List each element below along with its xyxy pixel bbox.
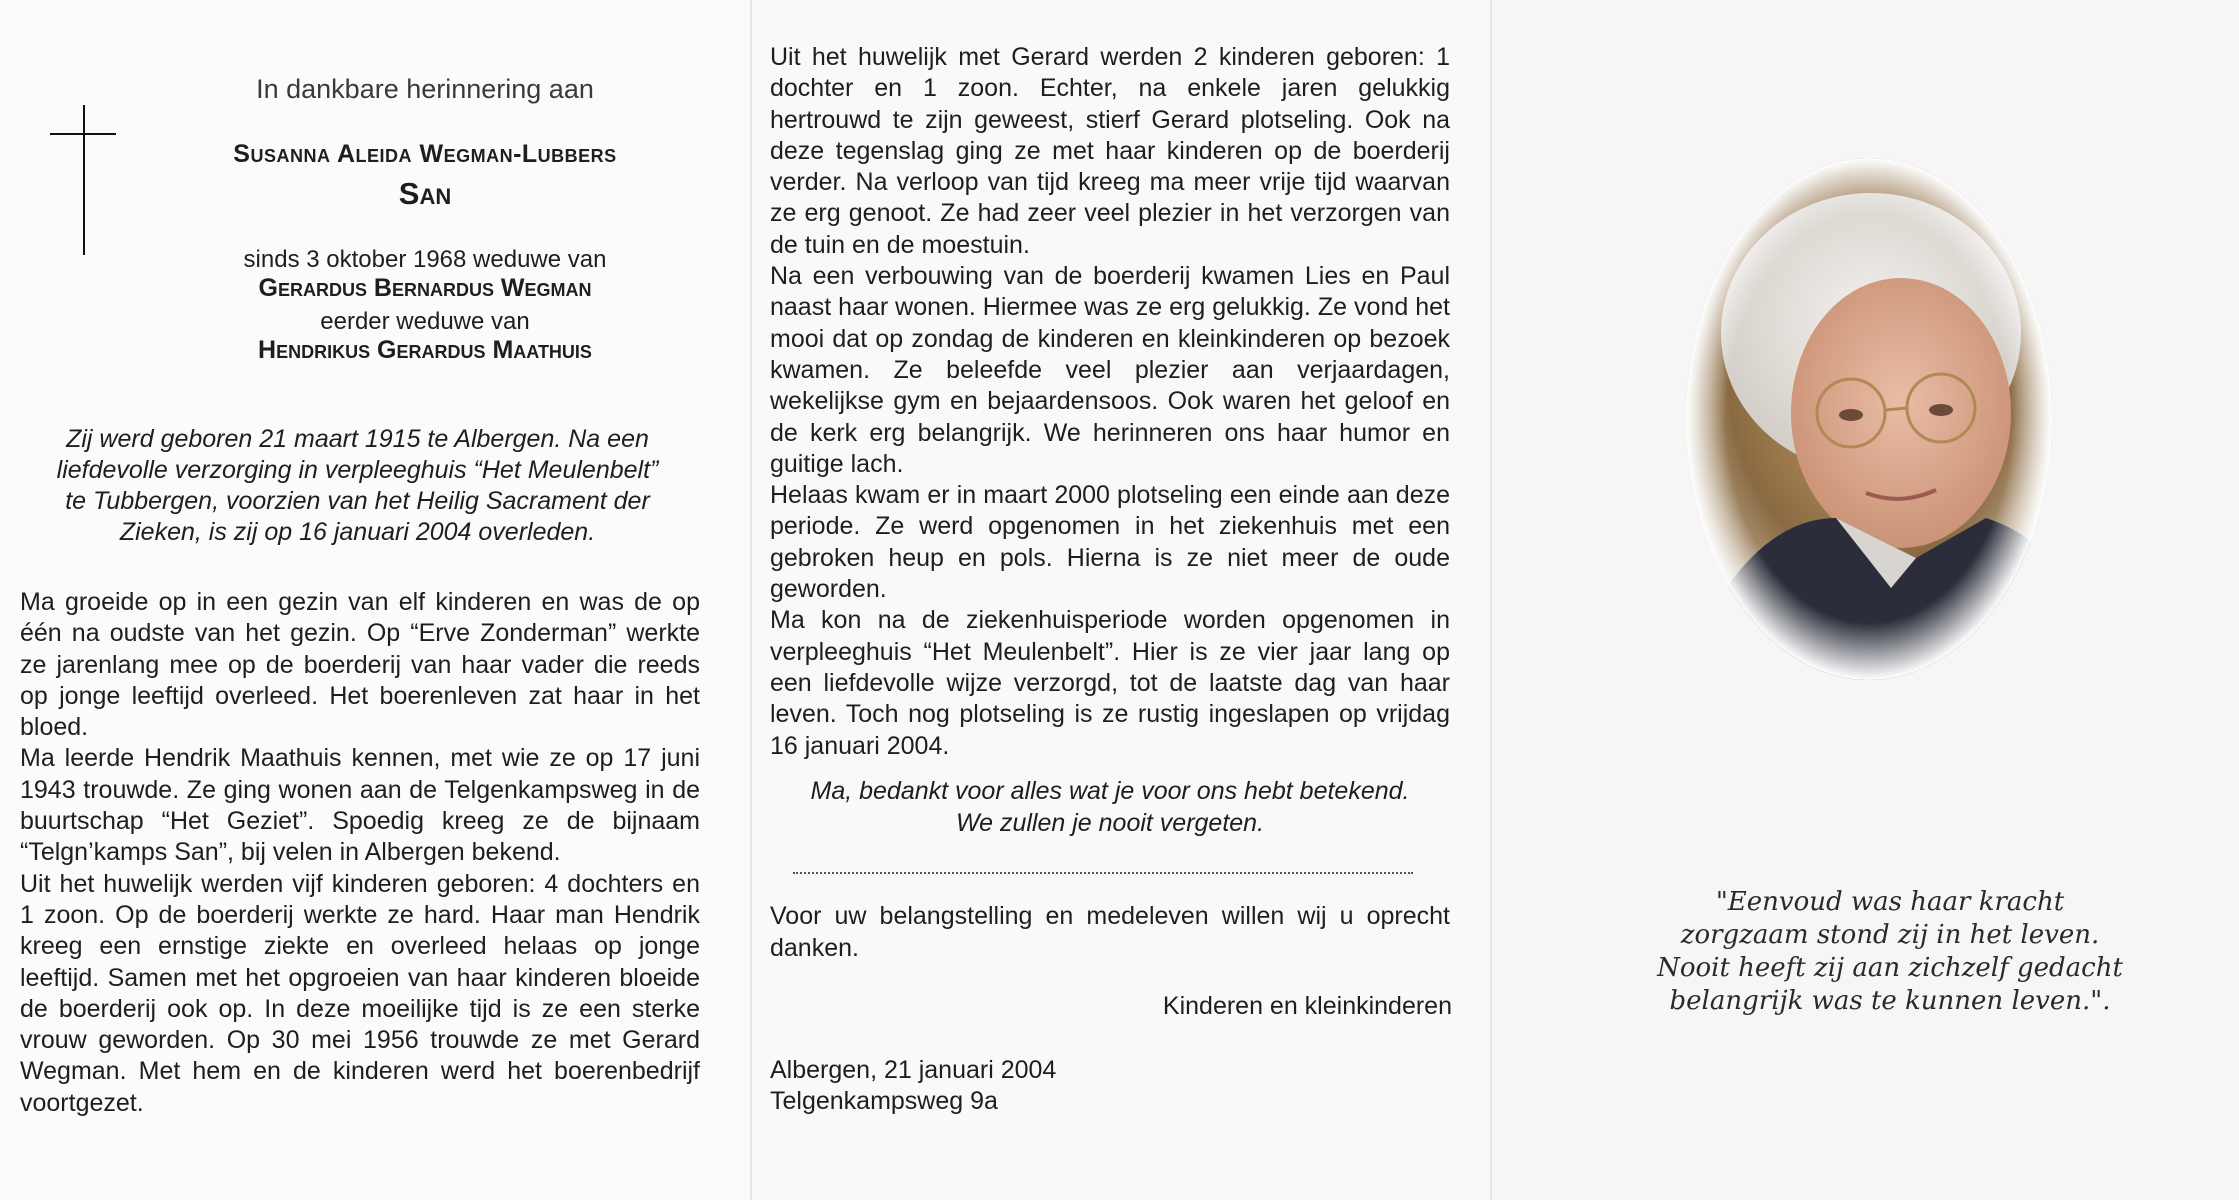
bio-paragraph: Na een verbouwing van de boerderij kwamen Lies en Paul naast haar wonen. Hiermee was ze erg gelukkig. Ze vond het mooi dat op zondag de kinderen en kleinkinderen op bezoek kwamen. Ze beleefde veel plezier aan verjaardagen, wekelijkse gym en bejaardensoos. Ook waren het geloof en de kerk erg belangrijk. We herinneren ons haar humor en guitige lach. <box>770 262 1450 478</box>
farewell-line: We zullen je nooit vergeten. <box>955 809 1265 837</box>
deceased-name: Susanna Aleida Wegman-Lubbers <box>233 140 617 168</box>
memorial-quote <box>1600 886 2180 1018</box>
bio-paragraph: Ma kon na de ziekenhuisperiode worden opgenomen in verpleeghuis “Het Meulenbelt”. Hier is ze vier jaar lang op een liefdevolle wijze verzorgd, tot de laatste dag van haar leven. Toch nog plotseling is ze rustig ingeslapen op vrijdag 16 januari 2004. <box>770 606 1450 760</box>
portrait-photo <box>1686 158 2052 680</box>
statement-line: Zij werd geboren 21 maart 1915 te Albergen. Na een <box>66 425 649 453</box>
bio-paragraph: Helaas kwam er in maart 2000 plotseling een einde aan deze periode. Ze werd opgenomen in het ziekenhuis met een gebroken heup en pols. Hierna is ze niet meer de oude geworden. <box>770 481 1450 604</box>
birth-death-statement <box>20 424 695 548</box>
farewell-line: Ma, bedankt voor alles wat je voor ons hebt betekend. <box>810 777 1410 805</box>
farewell-message <box>770 775 1450 839</box>
fold-line <box>1490 0 1492 1200</box>
biography-part-1 <box>20 587 700 1119</box>
bio-paragraph: Uit het huwelijk met Gerard werden 2 kinderen geboren: 1 dochter en 1 zoon. Echter, na enkele jaren gelukkig hertrouwd te zijn geweest, stierf Gerard plotseling. Ook na deze tegenslag ging ze met haar kinderen op de boerderij verder. Na verloop van tijd kreeg ma meer vrije tijd waarvan ze erg genoot. Ze had zeer veel plezier in het verzorgen van de tuin en de moestuin. <box>770 43 1450 259</box>
quote-line: Nooit heeft zij aan zichzelf gedacht <box>1657 953 2123 983</box>
statement-line: Zieken, is zij op 16 januari 2004 overleden. <box>119 518 596 546</box>
bio-paragraph: Ma leerde Hendrik Maathuis kennen, met wie ze op 17 juni 1943 trouwde. Ze ging wonen aan de Telgenkampsweg in de buurtschap “Het Geziet”. Spoedig kreeg ze de bijnaam “Telgn’kamps San”, bij velen in Albergen bekend. <box>20 744 700 867</box>
place-date: Albergen, 21 januari 2004 <box>770 1056 1057 1084</box>
intro-text: In dankbare herinnering aan <box>256 74 594 104</box>
fold-line <box>750 0 752 1200</box>
quote-line: belangrijk was te kunnen leven.". <box>1669 986 2111 1016</box>
bio-paragraph: Uit het huwelijk werden vijf kinderen geboren: 4 dochters en 1 zoon. Op de boerderij werkte ze hard. Haar man Hendrik kreeg een ernstige ziekte en overleed helaas op jonge leeftijd. Samen met het opgroeien van haar kinderen bloeide de boerderij ook op. In deze moeilijke tijd is ze een sterke vrouw geworden. Op 30 mei 1956 trouwde ze met Gerard Wegman. Met hem en de kinderen werd het boerenbedrijf voortgezet. <box>20 869 700 1117</box>
bio-paragraph: Ma groeide op in een gezin van elf kinderen en was de op één na oudste van het gezin. Op “Erve Zonderman” werkte ze jarenlang mee op de boerderij van haar vader die reeds op jonge leeftijd overleed. Het boerenleven zat haar in het bloed. <box>20 588 700 742</box>
quote-line: "Eenvoud was haar kracht <box>1715 887 2065 917</box>
statement-line: te Tubbergen, voorzien van het Heilig Sacrament der <box>65 487 650 515</box>
signature: Kinderen en kleinkinderen <box>1162 992 1452 1020</box>
earlier-widow: eerder weduwe van <box>320 308 530 335</box>
nickname: San <box>398 176 452 211</box>
husband-name: Gerardus Bernardus Wegman <box>258 274 592 302</box>
widow-since: sinds 3 oktober 1968 weduwe van <box>243 246 607 273</box>
address-block <box>770 1055 1170 1117</box>
dotted-divider <box>793 872 1413 874</box>
first-husband-name: Hendrikus Gerardus Maathuis <box>258 336 592 364</box>
street-address: Telgenkampsweg 9a <box>770 1087 998 1115</box>
statement-line: liefdevolle verzorging in verpleeghuis “Het Meulenbelt” <box>56 456 659 484</box>
quote-line: zorgzaam stond zij in het leven. <box>1680 920 2100 950</box>
thanks-text: Voor uw belangstelling en medeleven willen wij u oprecht danken. <box>770 902 1450 962</box>
biography-part-2 <box>770 42 1450 762</box>
